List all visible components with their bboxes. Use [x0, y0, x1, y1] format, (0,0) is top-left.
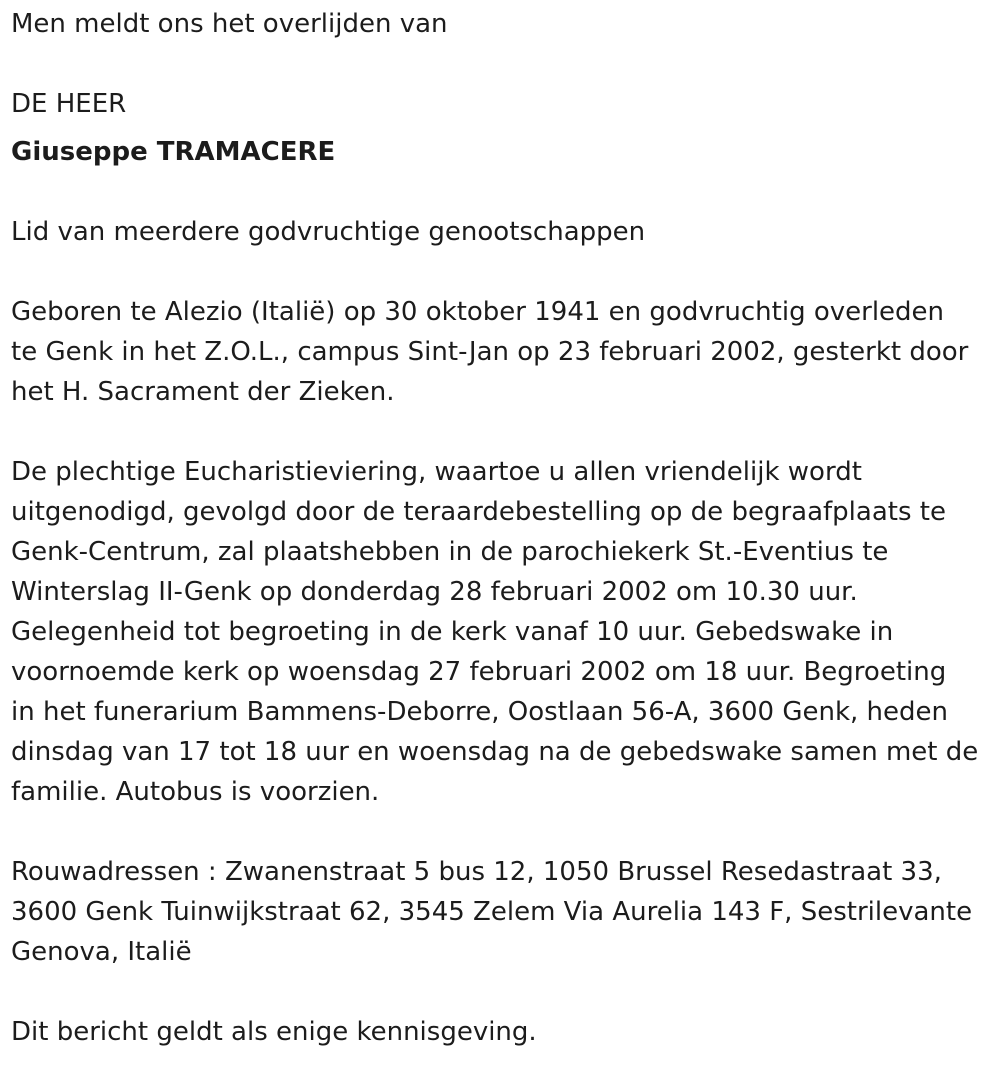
membership-text: Lid van meerdere godvruchtige genootschappen	[11, 217, 646, 247]
birth-paragraph	[11, 292, 988, 412]
ceremony-paragraph	[11, 452, 988, 812]
intro-text: Men meldt ons het overlijden van	[11, 9, 448, 39]
deceased-name: Giuseppe TRAMACERE	[11, 137, 336, 167]
addresses-paragraph	[11, 852, 988, 972]
closing-text: Dit bericht geldt als enige kennisgeving.	[11, 1017, 537, 1047]
spacer	[11, 972, 988, 1012]
birth-line: het H. Sacrament der Zieken.	[11, 377, 395, 407]
birth-line: te Genk in het Z.O.L., campus Sint-Jan op 23 februari 2002, gesterkt door	[11, 337, 969, 367]
spacer	[11, 812, 988, 852]
ceremony-line: uitgenodigd, gevolgd door de teraardebestelling op de begraafplaats te	[11, 497, 946, 527]
address-line: 3600 Genk Tuinwijkstraat 62, 3545 Zelem Via Aurelia 143 F, Sestrilevante	[11, 897, 973, 927]
ceremony-line: Genk-Centrum, zal plaatshebben in de parochiekerk St.-Eventius te	[11, 537, 889, 567]
ceremony-line: dinsdag van 17 tot 18 uur en woensdag na de gebedswake samen met de	[11, 737, 979, 767]
address-line: Rouwadressen : Zwanenstraat 5 bus 12, 1050 Brussel Resedastraat 33,	[11, 857, 942, 887]
ceremony-line: voornoemde kerk op woensdag 27 februari 2002 om 18 uur. Begroeting	[11, 657, 947, 687]
ceremony-line: De plechtige Eucharistieviering, waartoe u allen vriendelijk wordt	[11, 457, 862, 487]
ceremony-line: Winterslag II-Genk op donderdag 28 februari 2002 om 10.30 uur.	[11, 577, 858, 607]
title-text: DE HEER	[11, 89, 127, 119]
spacer	[11, 172, 988, 212]
ceremony-line: Gelegenheid tot begroeting in de kerk vanaf 10 uur. Gebedswake in	[11, 617, 894, 647]
ceremony-line: in het funerarium Bammens-Deborre, Oostlaan 56-A, 3600 Genk, heden	[11, 697, 948, 727]
ceremony-line: familie. Autobus is voorzien.	[11, 777, 380, 807]
spacer	[11, 412, 988, 452]
birth-line: Geboren te Alezio (Italië) op 30 oktober 1941 en godvruchtig overleden	[11, 297, 945, 327]
address-line: Genova, Italië	[11, 937, 192, 967]
spacer	[11, 252, 988, 292]
spacer	[11, 44, 988, 84]
